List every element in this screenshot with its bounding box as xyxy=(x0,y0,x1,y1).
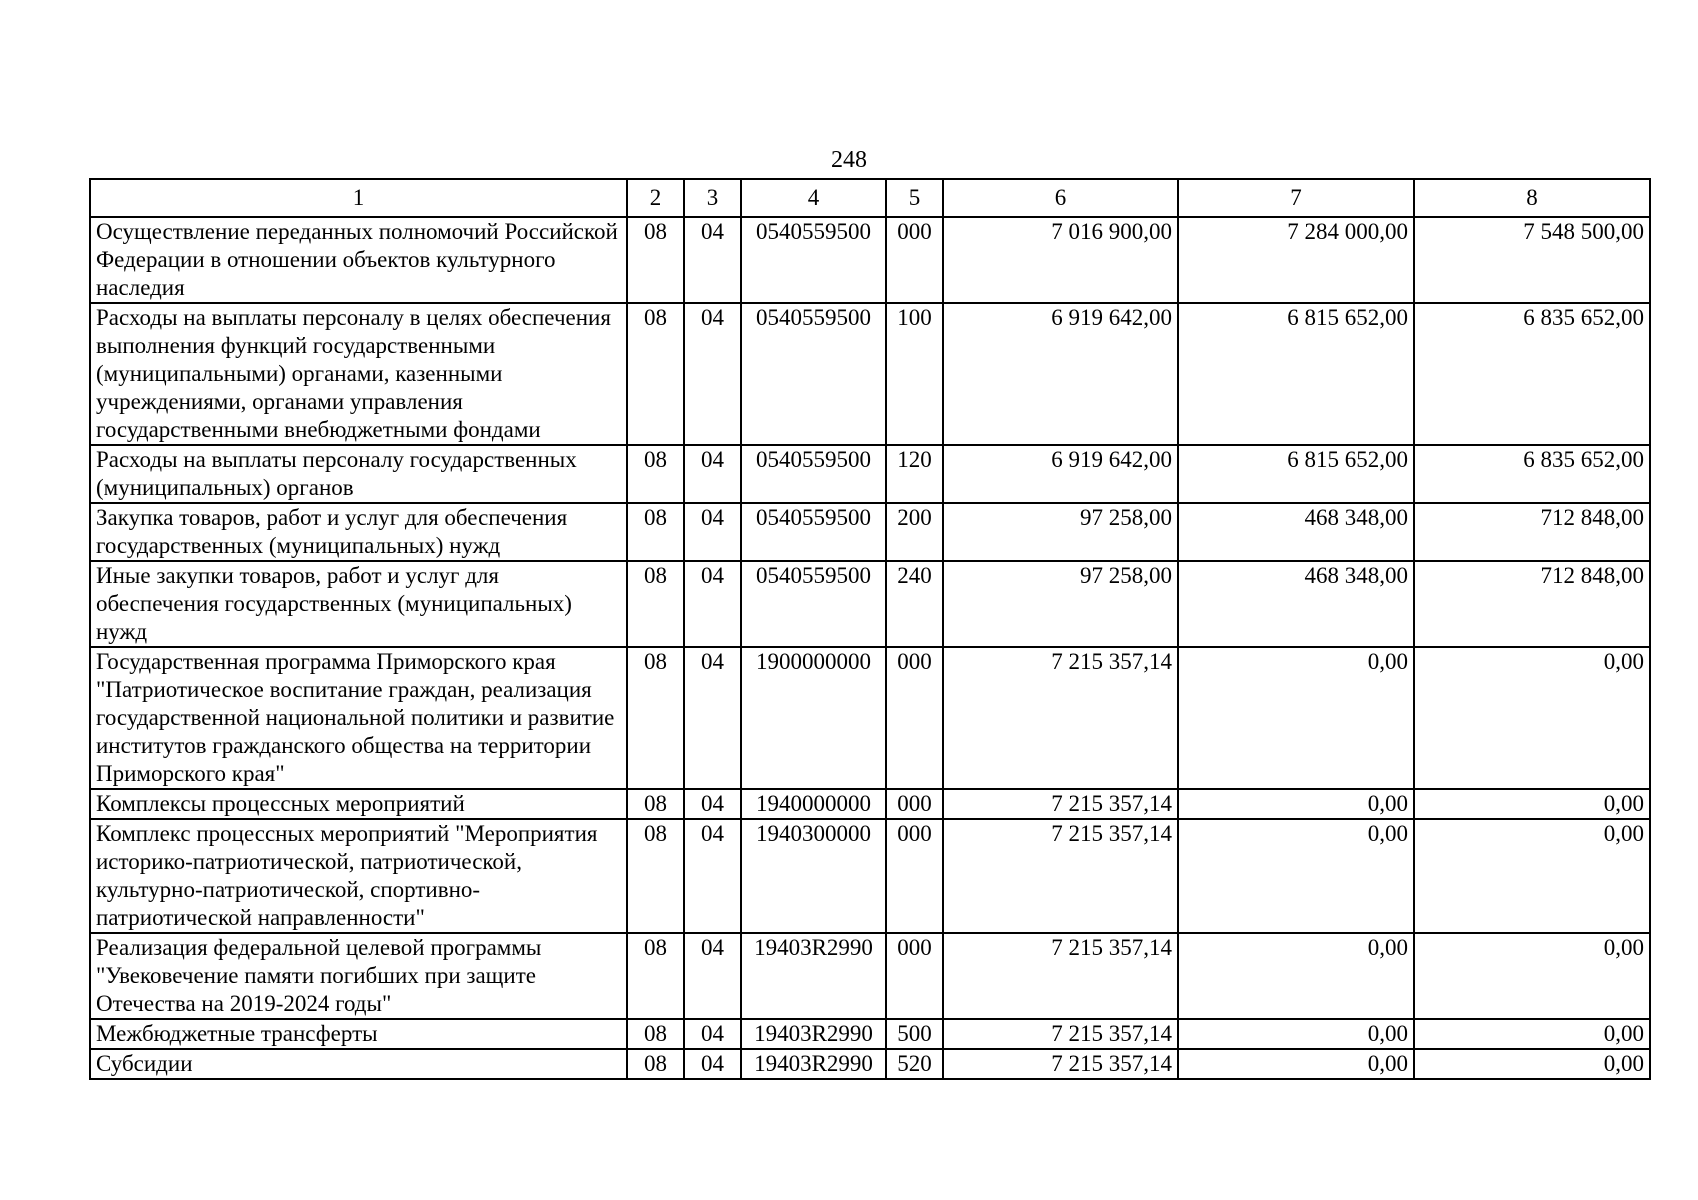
row-name-cell: Межбюджетные трансферты xyxy=(90,1019,627,1049)
amount-col6-cell: 7 215 357,14 xyxy=(943,647,1178,789)
subsection-code-cell: 04 xyxy=(684,445,741,503)
amount-col8-cell: 0,00 xyxy=(1414,1019,1650,1049)
section-code-cell: 08 xyxy=(627,1049,684,1079)
expense-type-cell: 240 xyxy=(886,561,943,647)
table-row xyxy=(90,561,1650,647)
column-header: 7 xyxy=(1178,179,1414,217)
section-code-cell: 08 xyxy=(627,819,684,933)
amount-col6-cell: 7 016 900,00 xyxy=(943,217,1178,303)
target-article-cell: 1900000000 xyxy=(741,647,886,789)
expense-type-cell: 500 xyxy=(886,1019,943,1049)
table-row xyxy=(90,789,1650,819)
column-header: 1 xyxy=(90,179,627,217)
amount-col8-cell: 0,00 xyxy=(1414,819,1650,933)
column-header: 6 xyxy=(943,179,1178,217)
subsection-code-cell: 04 xyxy=(684,217,741,303)
section-code-cell: 08 xyxy=(627,933,684,1019)
amount-col7-cell: 468 348,00 xyxy=(1178,503,1414,561)
table-row xyxy=(90,503,1650,561)
table-row xyxy=(90,933,1650,1019)
target-article-cell: 0540559500 xyxy=(741,561,886,647)
amount-col7-cell: 0,00 xyxy=(1178,933,1414,1019)
subsection-code-cell: 04 xyxy=(684,933,741,1019)
target-article-cell: 19403R2990 xyxy=(741,933,886,1019)
amount-col8-cell: 7 548 500,00 xyxy=(1414,217,1650,303)
amount-col7-cell: 0,00 xyxy=(1178,819,1414,933)
amount-col8-cell: 712 848,00 xyxy=(1414,503,1650,561)
section-code-cell: 08 xyxy=(627,561,684,647)
section-code-cell: 08 xyxy=(627,789,684,819)
column-header: 8 xyxy=(1414,179,1650,217)
amount-col8-cell: 0,00 xyxy=(1414,647,1650,789)
amount-col8-cell: 0,00 xyxy=(1414,789,1650,819)
amount-col8-cell: 0,00 xyxy=(1414,1049,1650,1079)
row-name-cell: Комплексы процессных мероприятий xyxy=(90,789,627,819)
expense-type-cell: 000 xyxy=(886,217,943,303)
section-code-cell: 08 xyxy=(627,647,684,789)
expense-type-cell: 000 xyxy=(886,647,943,789)
table-row xyxy=(90,819,1650,933)
section-code-cell: 08 xyxy=(627,1019,684,1049)
target-article-cell: 1940000000 xyxy=(741,789,886,819)
target-article-cell: 0540559500 xyxy=(741,445,886,503)
amount-col7-cell: 0,00 xyxy=(1178,789,1414,819)
section-code-cell: 08 xyxy=(627,503,684,561)
subsection-code-cell: 04 xyxy=(684,1019,741,1049)
subsection-code-cell: 04 xyxy=(684,561,741,647)
row-name-cell: Расходы на выплаты персоналу государственных (муниципальных) органов xyxy=(90,445,627,503)
amount-col7-cell: 0,00 xyxy=(1178,1049,1414,1079)
budget-table xyxy=(89,178,1651,1080)
row-name-cell: Иные закупки товаров, работ и услуг для обеспечения государственных (муниципальных) нужд xyxy=(90,561,627,647)
row-name-cell: Расходы на выплаты персоналу в целях обеспечения выполнения функций государственными (муниципальными) органами, казенными учреждениями, органами управления государственными внебюджетными фондами xyxy=(90,303,627,445)
amount-col7-cell: 6 815 652,00 xyxy=(1178,445,1414,503)
row-name-cell: Государственная программа Приморского края "Патриотическое воспитание граждан, реализация государственной национальной политики и развитие институтов гражданского общества на территории Приморского края" xyxy=(90,647,627,789)
page-number: 248 xyxy=(831,147,867,173)
target-article-cell: 0540559500 xyxy=(741,303,886,445)
subsection-code-cell: 04 xyxy=(684,647,741,789)
amount-col6-cell: 6 919 642,00 xyxy=(943,445,1178,503)
row-name-cell: Закупка товаров, работ и услуг для обеспечения государственных (муниципальных) нужд xyxy=(90,503,627,561)
expense-type-cell: 000 xyxy=(886,933,943,1019)
amount-col8-cell: 6 835 652,00 xyxy=(1414,303,1650,445)
amount-col6-cell: 7 215 357,14 xyxy=(943,819,1178,933)
column-header: 3 xyxy=(684,179,741,217)
amount-col6-cell: 7 215 357,14 xyxy=(943,1049,1178,1079)
table-row xyxy=(90,647,1650,789)
amount-col6-cell: 97 258,00 xyxy=(943,503,1178,561)
expense-type-cell: 120 xyxy=(886,445,943,503)
subsection-code-cell: 04 xyxy=(684,303,741,445)
table-row xyxy=(90,1049,1650,1079)
target-article-cell: 19403R2990 xyxy=(741,1049,886,1079)
amount-col7-cell: 7 284 000,00 xyxy=(1178,217,1414,303)
section-code-cell: 08 xyxy=(627,217,684,303)
amount-col7-cell: 0,00 xyxy=(1178,647,1414,789)
target-article-cell: 0540559500 xyxy=(741,217,886,303)
column-header: 2 xyxy=(627,179,684,217)
row-name-cell: Субсидии xyxy=(90,1049,627,1079)
section-code-cell: 08 xyxy=(627,303,684,445)
amount-col8-cell: 0,00 xyxy=(1414,933,1650,1019)
subsection-code-cell: 04 xyxy=(684,503,741,561)
expense-type-cell: 000 xyxy=(886,819,943,933)
amount-col6-cell: 6 919 642,00 xyxy=(943,303,1178,445)
column-header: 4 xyxy=(741,179,886,217)
table-row xyxy=(90,303,1650,445)
section-code-cell: 08 xyxy=(627,445,684,503)
target-article-cell: 1940300000 xyxy=(741,819,886,933)
amount-col8-cell: 712 848,00 xyxy=(1414,561,1650,647)
amount-col6-cell: 7 215 357,14 xyxy=(943,933,1178,1019)
amount-col6-cell: 7 215 357,14 xyxy=(943,789,1178,819)
target-article-cell: 19403R2990 xyxy=(741,1019,886,1049)
amount-col7-cell: 468 348,00 xyxy=(1178,561,1414,647)
subsection-code-cell: 04 xyxy=(684,789,741,819)
amount-col6-cell: 97 258,00 xyxy=(943,561,1178,647)
subsection-code-cell: 04 xyxy=(684,1049,741,1079)
column-header: 5 xyxy=(886,179,943,217)
header-row xyxy=(90,179,1650,217)
row-name-cell: Реализация федеральной целевой программы "Увековечение памяти погибших при защите Отечества на 2019-2024 годы" xyxy=(90,933,627,1019)
row-name-cell: Осуществление переданных полномочий Российской Федерации в отношении объектов культурного наследия xyxy=(90,217,627,303)
expense-type-cell: 200 xyxy=(886,503,943,561)
expense-type-cell: 000 xyxy=(886,789,943,819)
expense-type-cell: 520 xyxy=(886,1049,943,1079)
table-row xyxy=(90,445,1650,503)
table-row xyxy=(90,1019,1650,1049)
subsection-code-cell: 04 xyxy=(684,819,741,933)
expense-type-cell: 100 xyxy=(886,303,943,445)
amount-col6-cell: 7 215 357,14 xyxy=(943,1019,1178,1049)
row-name-cell: Комплекс процессных мероприятий "Мероприятия историко-патриотической, патриотической, культурно-патриотической, спортивно-патриотической направленности" xyxy=(90,819,627,933)
amount-col8-cell: 6 835 652,00 xyxy=(1414,445,1650,503)
target-article-cell: 0540559500 xyxy=(741,503,886,561)
amount-col7-cell: 6 815 652,00 xyxy=(1178,303,1414,445)
table-row xyxy=(90,217,1650,303)
amount-col7-cell: 0,00 xyxy=(1178,1019,1414,1049)
